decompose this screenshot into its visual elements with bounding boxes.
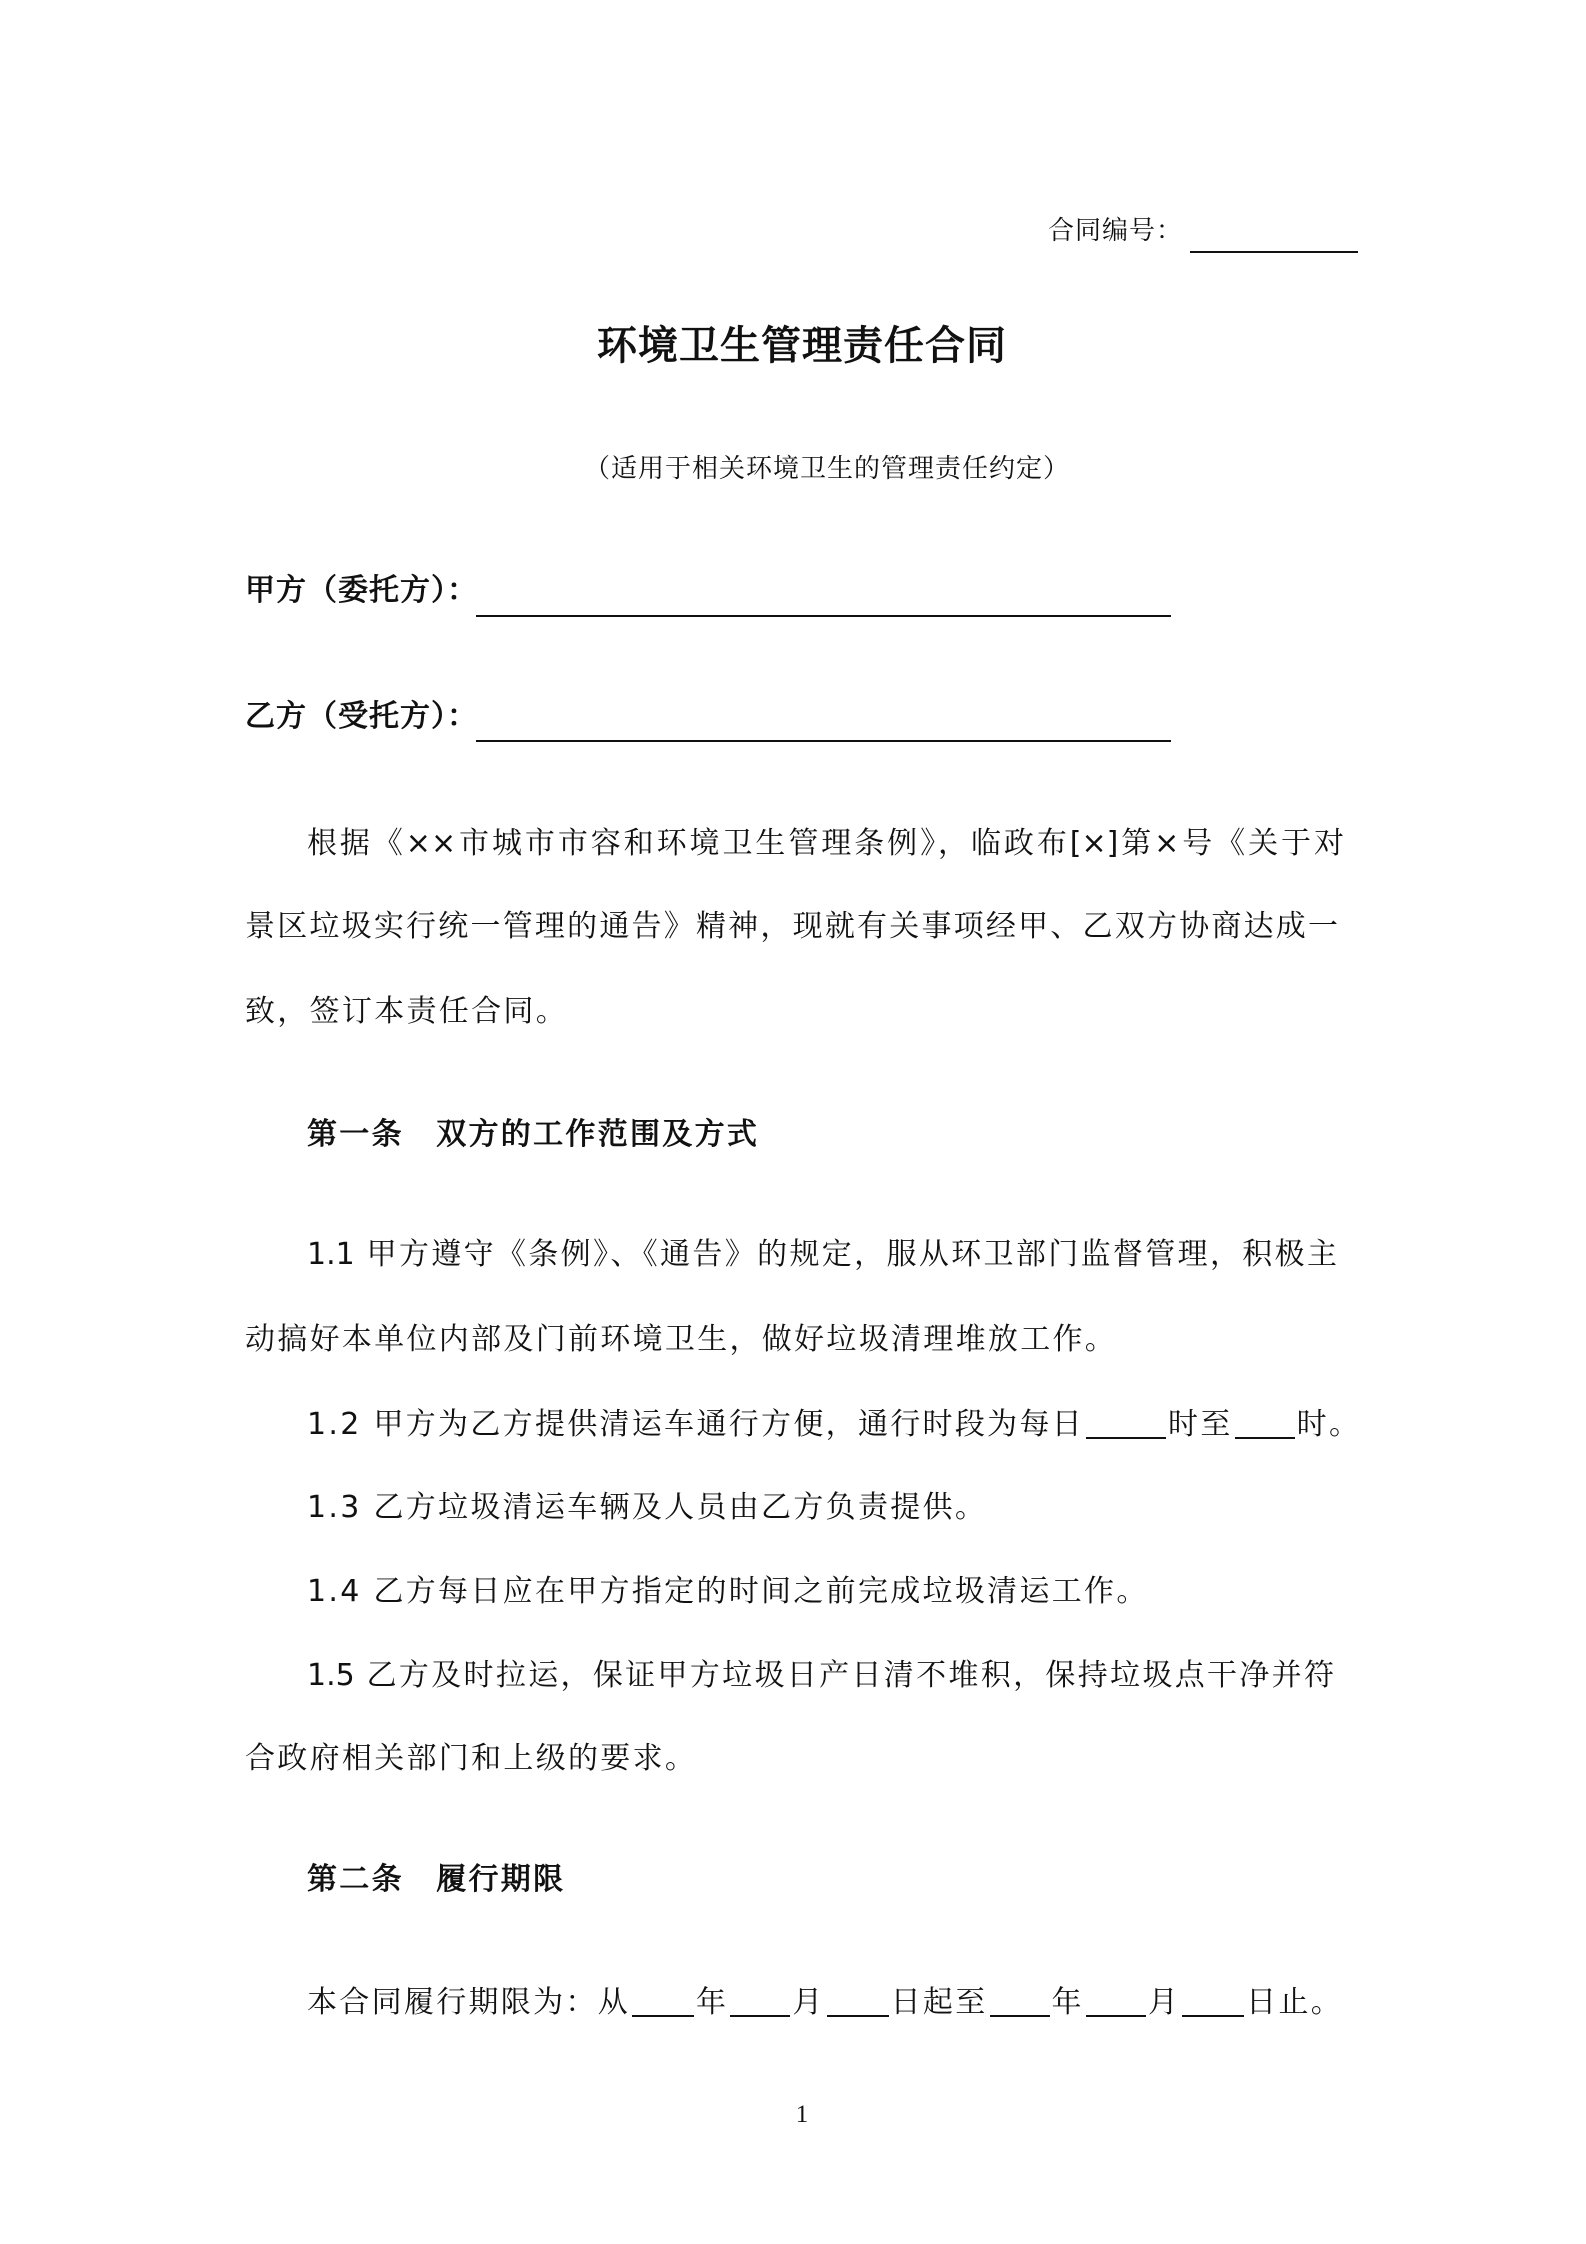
clause-1-1-line: 1.1 甲方遵守《条例》、《通告》的规定，服从环卫部门监督管理，积极主	[307, 1237, 1337, 1272]
clause-1-2	[307, 1401, 1361, 1449]
preamble-line: 致，签订本责任合同。	[245, 994, 568, 1029]
article-1-heading: 第一条 双方的工作范围及方式	[307, 1117, 760, 1152]
party-a-label: 甲方（委托方）：	[245, 573, 478, 608]
article-2-heading: 第二条 履行期限	[307, 1862, 566, 1897]
clause-1-3: 1.3 乙方垃圾清运车辆及人员由乙方负责提供。	[307, 1490, 988, 1525]
end-hour-blank	[1235, 1407, 1295, 1439]
party-b-blank-line	[476, 740, 1171, 742]
party-b-label: 乙方（受托方）：	[245, 699, 478, 734]
end-month-blank	[1086, 1985, 1146, 2017]
contract-number-label: 合同编号：	[1048, 216, 1184, 246]
clause-1-2-text: 1.2 甲方为乙方提供清运车通行方便，通行时段为每日	[307, 1407, 1085, 1442]
term-text: 月	[792, 1985, 825, 2020]
contract-number-blank-line	[1190, 251, 1358, 253]
term-text: 本合同履行期限为：从	[307, 1985, 630, 2020]
clause-1-4: 1.4 乙方每日应在甲方指定的时间之前完成垃圾清运工作。	[307, 1574, 1149, 1609]
clause-1-2-text: 时。	[1296, 1407, 1362, 1442]
clause-1-5-line: 合政府相关部门和上级的要求。	[245, 1741, 698, 1776]
start-month-blank	[730, 1985, 790, 2017]
start-year-blank	[632, 1985, 694, 2017]
page-number: 1	[795, 2101, 809, 2128]
start-day-blank	[827, 1985, 889, 2017]
term-text: 日止。	[1246, 1985, 1344, 2020]
party-a-blank-line	[476, 615, 1171, 617]
document-title: 环境卫生管理责任合同	[597, 323, 1007, 369]
end-year-blank	[990, 1985, 1050, 2017]
preamble-line: 根据《××市城市市容和环境卫生管理条例》，临政布[×]第×号《关于对	[307, 826, 1344, 861]
term-text: 年	[696, 1985, 729, 2020]
clause-1-5-line: 1.5 乙方及时拉运，保证甲方垃圾日产日清不堆积，保持垃圾点干净并符	[307, 1658, 1334, 1693]
term-text: 日起至	[890, 1985, 988, 2020]
end-day-blank	[1182, 1985, 1244, 2017]
clause-1-1-line: 动搞好本单位内部及门前环境卫生，做好垃圾清理堆放工作。	[245, 1322, 1118, 1357]
term-text: 月	[1147, 1985, 1181, 2020]
start-hour-blank	[1086, 1407, 1166, 1439]
clause-1-2-text: 时至	[1168, 1407, 1233, 1442]
document-subtitle: （适用于相关环境卫生的管理责任约定）	[583, 454, 1070, 484]
term-text: 年	[1051, 1985, 1084, 2020]
preamble-line: 景区垃圾实行统一管理的通告》精神，现就有关事项经甲、乙双方协商达成一	[245, 909, 1338, 944]
contract-term	[307, 1979, 1343, 2027]
